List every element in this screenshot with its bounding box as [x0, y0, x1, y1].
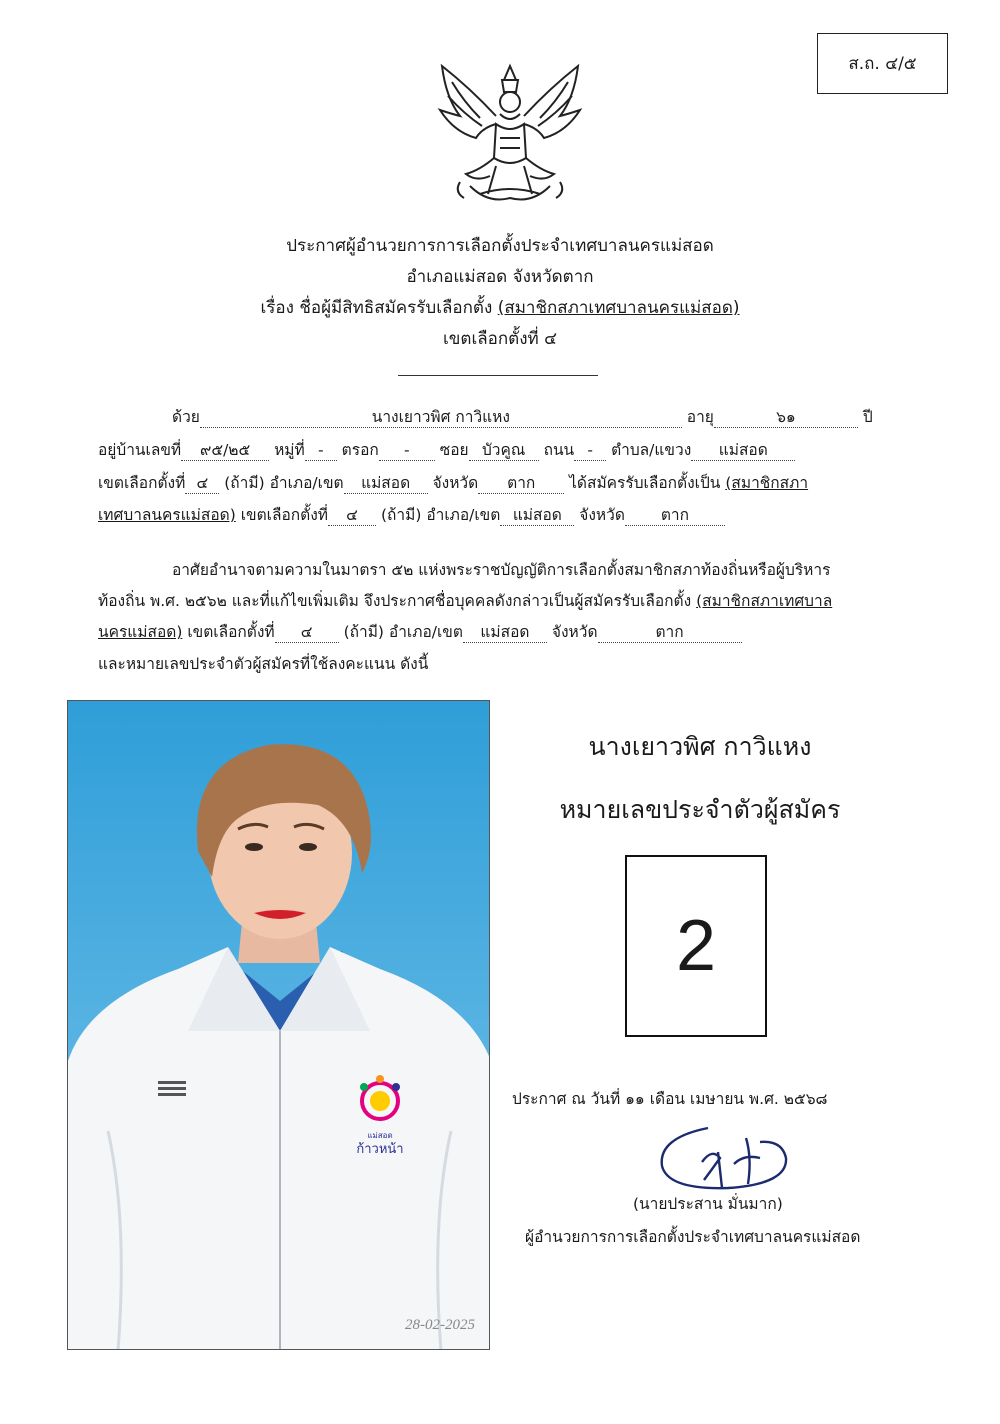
- garuda-emblem-icon: [430, 58, 590, 208]
- announcement-title-line2: อำเภอแม่สอด จังหวัดตาก: [406, 267, 594, 287]
- road-label: ถนน: [543, 441, 575, 459]
- para1-line2: [98, 437, 795, 462]
- province-label: จังหวัด: [432, 474, 479, 492]
- trok-label: ตรอก: [341, 441, 379, 459]
- para2-zone-label: เขตเลือกตั้งที่: [187, 623, 275, 641]
- province2-field: ตาก: [625, 505, 725, 526]
- province-field: ตาก: [478, 473, 564, 494]
- candidate-number: 2: [675, 906, 717, 986]
- para2-line2: [98, 588, 832, 613]
- position-field-part1: (สมาชิกสภา: [725, 474, 809, 492]
- road-field: -: [574, 440, 606, 461]
- signature-icon: [648, 1118, 798, 1198]
- brand-logo-icon: [158, 1081, 186, 1096]
- candidate-number-box: [625, 855, 767, 1037]
- announcement-zone: เขตเลือกตั้งที่ ๔: [442, 329, 558, 349]
- amphoe-field: แม่สอด: [344, 473, 428, 494]
- para2-province-label: จังหวัด: [551, 623, 598, 641]
- house-label: อยู่บ้านเลขที่: [98, 441, 182, 459]
- para2-position-part1: (สมาชิกสภาเทศบาล: [696, 592, 833, 610]
- para2-province-field: ตาก: [598, 622, 742, 643]
- subject-position: (สมาชิกสภาเทศบาลนครแม่สอด): [497, 298, 740, 318]
- para2-amphoe-field: แม่สอด: [463, 622, 547, 643]
- house-no-field: ๙๕/๒๕: [181, 440, 269, 461]
- para2-line4: และหมายเลขประจำตัวผู้สมัครที่ใช้ลงคะแนน ดังนี้: [98, 655, 429, 673]
- subject-prefix: เรื่อง ชื่อผู้มีสิทธิสมัครรับเลือกตั้ง: [260, 298, 498, 318]
- signer-name: (นายประสาน มั่นมาก): [633, 1195, 783, 1213]
- badge-text2: ก้าวหน้า: [356, 1142, 404, 1157]
- announcement-date: ประกาศ ณ วันที่ ๑๑ เดือน เมษายน พ.ศ. ๒๕๖๘: [512, 1090, 828, 1108]
- candidate-portrait-icon: [68, 701, 490, 1350]
- zone-field: ๔: [185, 473, 219, 494]
- form-code: ส.ถ. ๔/๕: [848, 54, 917, 74]
- para2-position-part2: นครแม่สอด): [98, 623, 183, 641]
- by-label: ด้วย: [172, 408, 200, 426]
- age-field: ๖๑: [714, 407, 858, 428]
- zone2-label: เขตเลือกตั้งที่: [240, 506, 329, 524]
- form-code-box: [817, 33, 948, 94]
- candidate-photo: [67, 700, 490, 1350]
- zone2-field: ๔: [328, 505, 376, 526]
- applied-label: ได้สมัครรับเลือกตั้งเป็น: [569, 474, 721, 492]
- tambon-field: แม่สอด: [691, 440, 795, 461]
- para1-line3: [98, 470, 808, 495]
- zone-label: เขตเลือกตั้งที่: [98, 474, 186, 492]
- para2-if-any-label: (ถ้ามี): [343, 623, 384, 641]
- trok-field: -: [379, 440, 435, 461]
- para2-amphoe-label: อำเภอ/เขต: [388, 623, 463, 641]
- province2-label: จังหวัด: [579, 506, 625, 524]
- para2-line3: [98, 619, 742, 644]
- candidate-number-label: หมายเลขประจำตัวผู้สมัคร: [559, 795, 841, 824]
- announcement-subject: [0, 294, 1000, 321]
- para1-line4: [98, 502, 725, 527]
- para2-line2-prefix: ท้องถิ่น พ.ศ. ๒๕๖๒ และที่แก้ไขเพิ่มเติม จึงประกาศชื่อบุคคลดังกล่าวเป็นผู้สมัครรับเลือกตั้ง: [98, 592, 697, 610]
- moo-label: หมู่ที่: [274, 441, 305, 459]
- announcement-title-line1: ประกาศผู้อำนวยการการเลือกตั้งประจำเทศบาลนครแม่สอด: [286, 236, 714, 256]
- position-field-part2: เทศบาลนครแม่สอด): [98, 506, 236, 524]
- tambon-label: ตำบล/แขวง: [611, 441, 692, 459]
- para1-line1: [172, 404, 873, 429]
- para2-line1: อาศัยอำนาจตามความในมาตรา ๕๒ แห่งพระราชบัญญัติการเลือกตั้งสมาชิกสภาท้องถิ่นหรือผู้บริหาร: [172, 561, 831, 579]
- age-label: อายุ: [686, 408, 714, 426]
- para2-zone-field: ๔: [275, 622, 339, 643]
- candidate-name: นางเยาวพิศ กาวิแหง: [588, 732, 812, 761]
- header-divider: [398, 375, 598, 376]
- soi-label: ซอย: [439, 441, 469, 459]
- year-label: ปี: [862, 408, 873, 426]
- amphoe2-field: แม่สอด: [500, 505, 574, 526]
- signer-title: ผู้อำนวยการการเลือกตั้งประจำเทศบาลนครแม่สอด: [525, 1228, 861, 1246]
- if-any2-label: (ถ้ามี): [380, 506, 422, 524]
- photo-date: 28-02-2025: [405, 1317, 475, 1333]
- amphoe2-label: อำเภอ/เขต: [426, 506, 501, 524]
- moo-field: -: [305, 440, 337, 461]
- soi-field: บัวคูณ: [469, 440, 539, 461]
- amphoe-label: อำเภอ/เขต: [269, 474, 344, 492]
- badge-text: แม่สอด: [367, 1131, 393, 1140]
- candidate-name-field: นางเยาวพิศ กาวิแหง: [200, 407, 682, 428]
- if-any-label: (ถ้ามี): [224, 474, 265, 492]
